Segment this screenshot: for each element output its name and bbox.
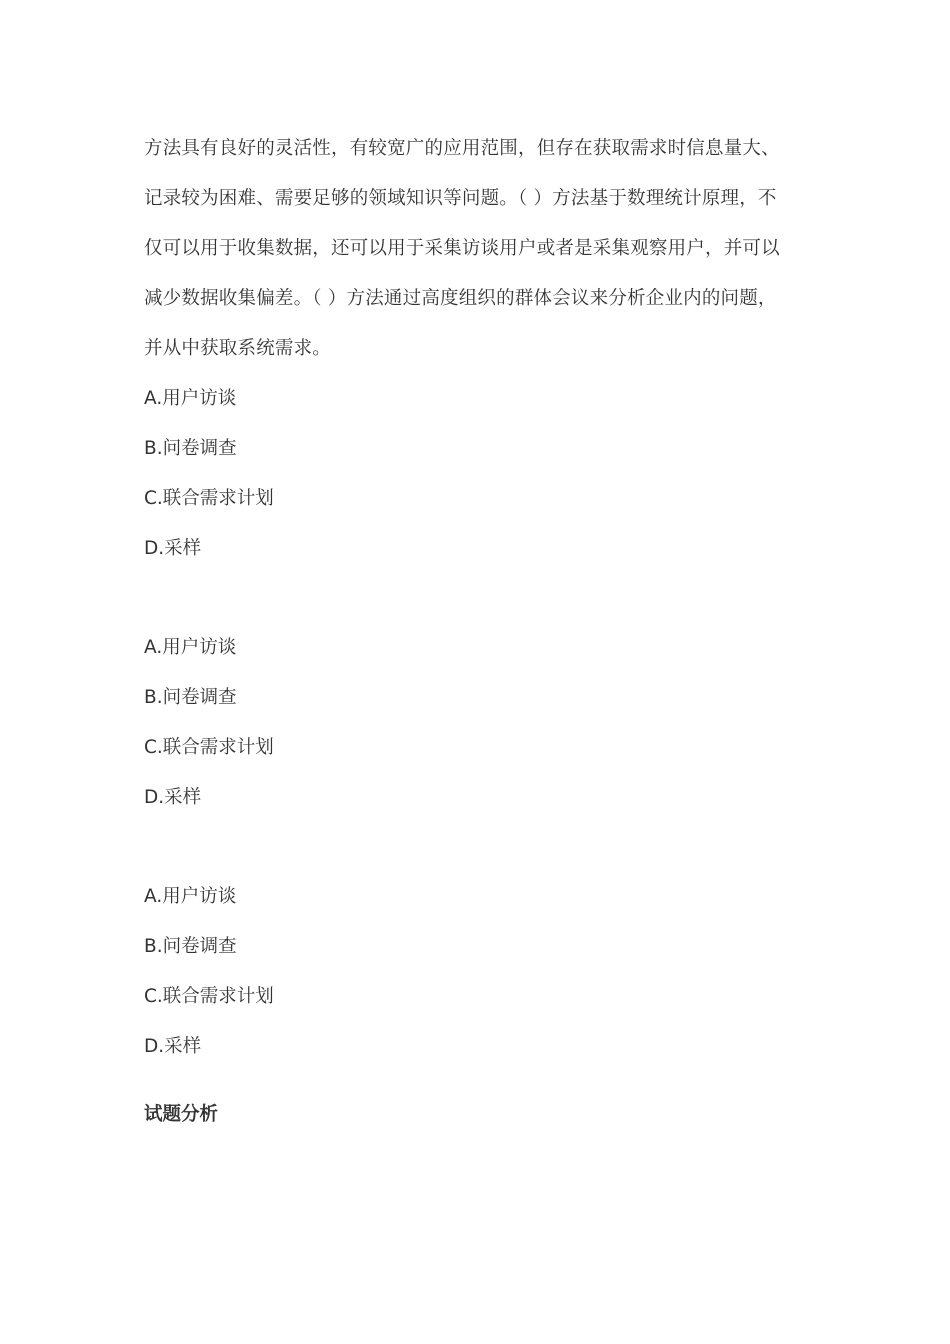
question-line: 仅可以用于收集数据，还可以用于采集访谈用户或者是采集观察用户，并可以 [144, 238, 780, 259]
option-b: B.问卷调查 [144, 687, 237, 708]
option-c: C.联合需求计划 [144, 488, 274, 509]
option-group-1 [144, 374, 544, 574]
option-group-2 [144, 623, 544, 823]
option-b: B.问卷调查 [144, 438, 237, 459]
analysis-heading: 试题分析 [144, 1104, 219, 1125]
option-c: C.联合需求计划 [144, 986, 274, 1007]
option-d: D.采样 [144, 787, 202, 808]
option-c: C.联合需求计划 [144, 737, 274, 758]
question-line: 方法具有良好的灵活性，有较宽广的应用范围，但存在获取需求时信息量大、 [144, 138, 780, 159]
option-a: A.用户访谈 [144, 388, 237, 409]
option-b: B.问卷调查 [144, 936, 237, 957]
question-text [144, 124, 816, 374]
option-d: D.采样 [144, 1036, 202, 1057]
question-line: 并从中获取系统需求。 [144, 338, 332, 359]
option-group-3 [144, 872, 544, 1072]
option-a: A.用户访谈 [144, 886, 237, 907]
question-line: 减少数据收集偏差。（ ）方法通过高度组织的群体会议来分析企业内的问题， [144, 288, 777, 309]
question-line: 记录较为困难、需要足够的领域知识等问题。（ ）方法基于数理统计原理，不 [144, 188, 777, 209]
option-d: D.采样 [144, 538, 202, 559]
option-a: A.用户访谈 [144, 637, 237, 658]
